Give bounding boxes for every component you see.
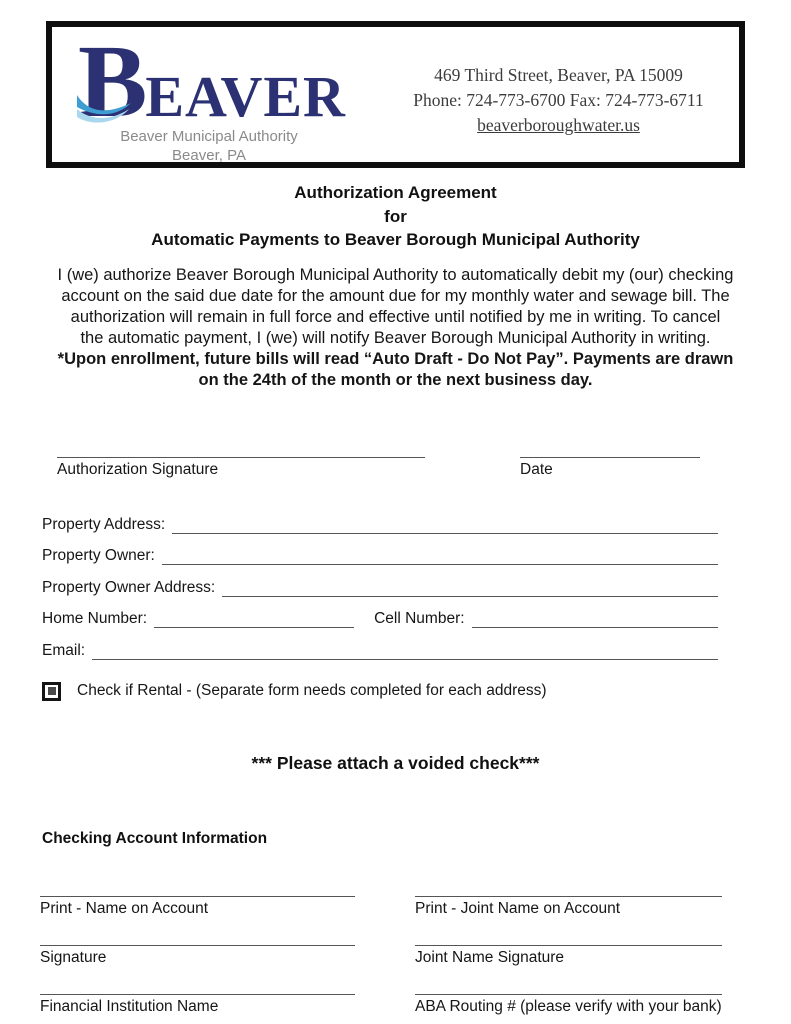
authorization-signature-line[interactable] [57, 445, 425, 458]
form-title [0, 181, 791, 252]
authorization-signature-field [57, 445, 425, 479]
email-row [42, 641, 718, 660]
agreement-line: the automatic payment, I (we) will notify Beaver Borough Municipal Authority in writing. [80, 328, 711, 347]
property-address-line[interactable] [172, 518, 718, 534]
logo-subtitle-line2: Beaver, PA [172, 147, 246, 164]
rental-checkbox-label: Check if Rental - (Separate form needs completed for each address) [77, 682, 547, 699]
agreement-line: account on the said due date for the amount due for my monthly water and sewage bill. The [61, 286, 730, 305]
rental-checkbox-row [42, 682, 791, 701]
property-address-label: Property Address: [42, 515, 166, 533]
bank-info-row [40, 982, 791, 1016]
enrollment-note-line: on the 24th of the month or the next business day. [198, 370, 593, 389]
print-joint-name-field [415, 884, 722, 918]
phone-numbers-row [42, 609, 718, 628]
signature-section [57, 445, 791, 479]
email-label: Email: [42, 641, 86, 659]
property-owner-address-row [42, 578, 718, 597]
rental-checkbox[interactable] [42, 682, 61, 701]
property-owner-line[interactable] [162, 549, 718, 565]
voided-check-note: *** Please attach a voided check*** [251, 752, 540, 773]
water-wave-icon [75, 89, 133, 125]
print-joint-name-label: Print - Joint Name on Account [415, 899, 621, 917]
beaver-logo [52, 24, 378, 165]
checking-account-heading: Checking Account Information [42, 829, 268, 847]
account-signature-label: Signature [40, 948, 107, 966]
checking-account-grid [40, 884, 791, 1016]
account-signature-line[interactable] [40, 933, 355, 946]
logo-letters-eaver: EAVER [145, 64, 346, 129]
agreement-line: I (we) authorize Beaver Borough Municipal Authority to automatically debit my (our) checking [57, 265, 734, 284]
property-owner-address-label: Property Owner Address: [42, 578, 216, 596]
website-link[interactable]: beaverboroughwater.us [477, 115, 640, 135]
print-joint-name-line[interactable] [415, 884, 722, 897]
date-label: Date [520, 460, 553, 478]
joint-signature-field [415, 933, 722, 967]
property-owner-row [42, 546, 718, 565]
aba-routing-line[interactable] [415, 982, 722, 995]
agreement-paragraph [0, 265, 791, 391]
joint-signature-label: Joint Name Signature [415, 948, 565, 966]
form-title-line2: for [384, 206, 407, 226]
home-number-line[interactable] [154, 612, 354, 628]
joint-signature-line[interactable] [415, 933, 722, 946]
account-signature-field [40, 933, 355, 967]
letterhead-box [46, 21, 745, 168]
letterhead-address [378, 27, 739, 138]
signatures-row [40, 933, 791, 967]
financial-institution-label: Financial Institution Name [40, 997, 219, 1015]
aba-routing-field [415, 982, 722, 1016]
print-name-line[interactable] [40, 884, 355, 897]
enrollment-note-line: *Upon enrollment, future bills will read “Auto Draft - Do Not Pay”. Payments are drawn [57, 349, 734, 368]
property-owner-address-line[interactable] [222, 581, 718, 597]
print-name-field [40, 884, 355, 918]
logo-letter-b: B [78, 24, 146, 139]
form-title-line3: Automatic Payments to Beaver Borough Municipal Authority [151, 230, 640, 249]
rental-checkbox-inner [48, 687, 56, 695]
date-field [520, 445, 700, 479]
financial-institution-line[interactable] [40, 982, 355, 995]
agreement-line: authorization will remain in full force and effective until notified by me in writing. To cancel [70, 307, 721, 326]
street-address: 469 Third Street, Beaver, PA 15009 [434, 65, 683, 85]
property-fields-section [42, 515, 718, 660]
property-address-row [42, 515, 718, 534]
print-name-label: Print - Name on Account [40, 899, 208, 917]
cell-number-label: Cell Number: [374, 610, 465, 627]
home-number-label: Home Number: [42, 610, 148, 627]
form-title-line1: Authorization Agreement [294, 183, 497, 202]
financial-institution-field [40, 982, 355, 1016]
cell-number-line[interactable] [472, 612, 718, 628]
email-line[interactable] [92, 644, 718, 660]
aba-routing-label: ABA Routing # (please verify with your bank) [415, 997, 722, 1015]
authorization-signature-label: Authorization Signature [57, 460, 219, 478]
phone-fax: Phone: 724-773-6700 Fax: 724-773-6711 [413, 90, 704, 110]
date-line[interactable] [520, 445, 700, 458]
property-owner-label: Property Owner: [42, 547, 155, 564]
logo-subtitle-line1: Beaver Municipal Authority [120, 128, 298, 145]
account-names-row [40, 884, 791, 918]
